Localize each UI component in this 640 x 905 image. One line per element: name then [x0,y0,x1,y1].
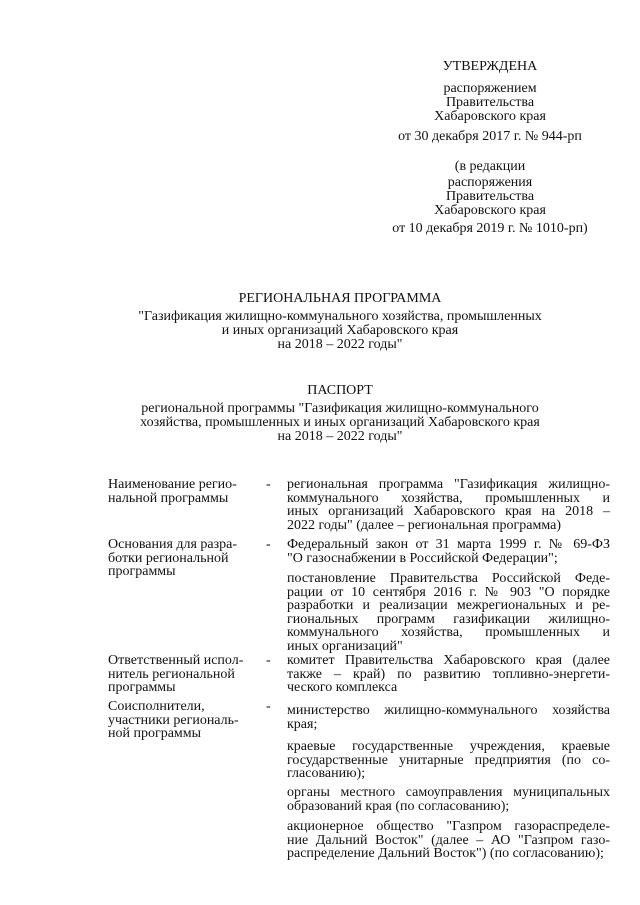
row-label: Основания для разра- ботки региональной программы [108,537,238,580]
program-subtitle: и иных организаций Хабаровского края [221,323,459,338]
approval-heading: УТВЕРЖДЕНА [442,59,538,74]
passport-subtitle: региональной программы "Газификация жилищно-коммунального [141,401,539,416]
revision-line: (в редакции [454,159,526,174]
row-value: акционерное общество "Газпром газораспределе- ние Дальний Восток" (далее – АО "Газпром газо- распределение Дальний Восток") (по согласованию); [287,819,610,862]
row-dash: - [266,477,271,492]
row-dash: - [266,699,271,714]
revision-line: распоряжения [447,175,533,190]
row-label: Ответственный испол- нитель региональной программы [108,653,244,696]
row-value: региональная программа "Газификация жилищно- коммунального хозяйства, промышленных и иных организаций Хабаровского края на 2018 – 2022 годы" (далее – региональная программа) [287,477,610,533]
approval-line: Хабаровского края [434,109,546,124]
approval-line: Правительства [445,95,535,110]
row-value: комитет Правительства Хабаровского края (далее также – край) по развитию топливно-энергети- ческого комплекса [287,653,610,696]
program-title: РЕГИОНАЛЬНАЯ ПРОГРАММА [238,291,442,306]
approval-date: от 30 декабря 2017 г. № 944-рп [398,129,582,144]
row-value: краевые государственные учреждения, краевые государственные унитарные предприятия (по со- гласованию); [287,739,610,782]
revision-line: Правительства [445,189,535,204]
passport-subtitle: хозяйства, промышленных и иных организаций Хабаровского края [140,415,540,430]
passport-title: ПАСПОРТ [307,383,373,398]
row-value: Федеральный закон от 31 марта 1999 г. № 69-ФЗ "О газоснабжении в Российской Федерации"; [287,537,610,566]
passport-subtitle: на 2018 – 2022 годы" [277,429,403,444]
revision-date: от 10 декабря 2019 г. № 1010-рп) [392,221,588,236]
revision-line: Хабаровского края [434,203,546,218]
row-value: постановление Правительства Российской Феде- рации от 10 сентября 2016 г. № 903 "О порядке разработки и реализации межрегиональных и ре- гиональных программ газификации жилищно- коммунального хозяйства, промышленных и иных организаций" [287,571,610,654]
program-subtitle: на 2018 – 2022 годы" [277,337,403,352]
approval-line: распоряжением [443,81,537,96]
row-dash: - [266,653,271,668]
row-value: министерство жилищно-коммунального хозяйства края; [287,703,610,732]
row-label: Наименование регио- нальной программы [108,477,237,506]
row-label: Соисполнители, участники региональ- ной программы [108,699,239,742]
row-value: органы местного самоуправления муниципальных образований края (по согласованию); [287,785,610,814]
row-dash: - [266,537,271,552]
program-subtitle: "Газификация жилищно-коммунального хозяйства, промышленных [138,309,542,324]
